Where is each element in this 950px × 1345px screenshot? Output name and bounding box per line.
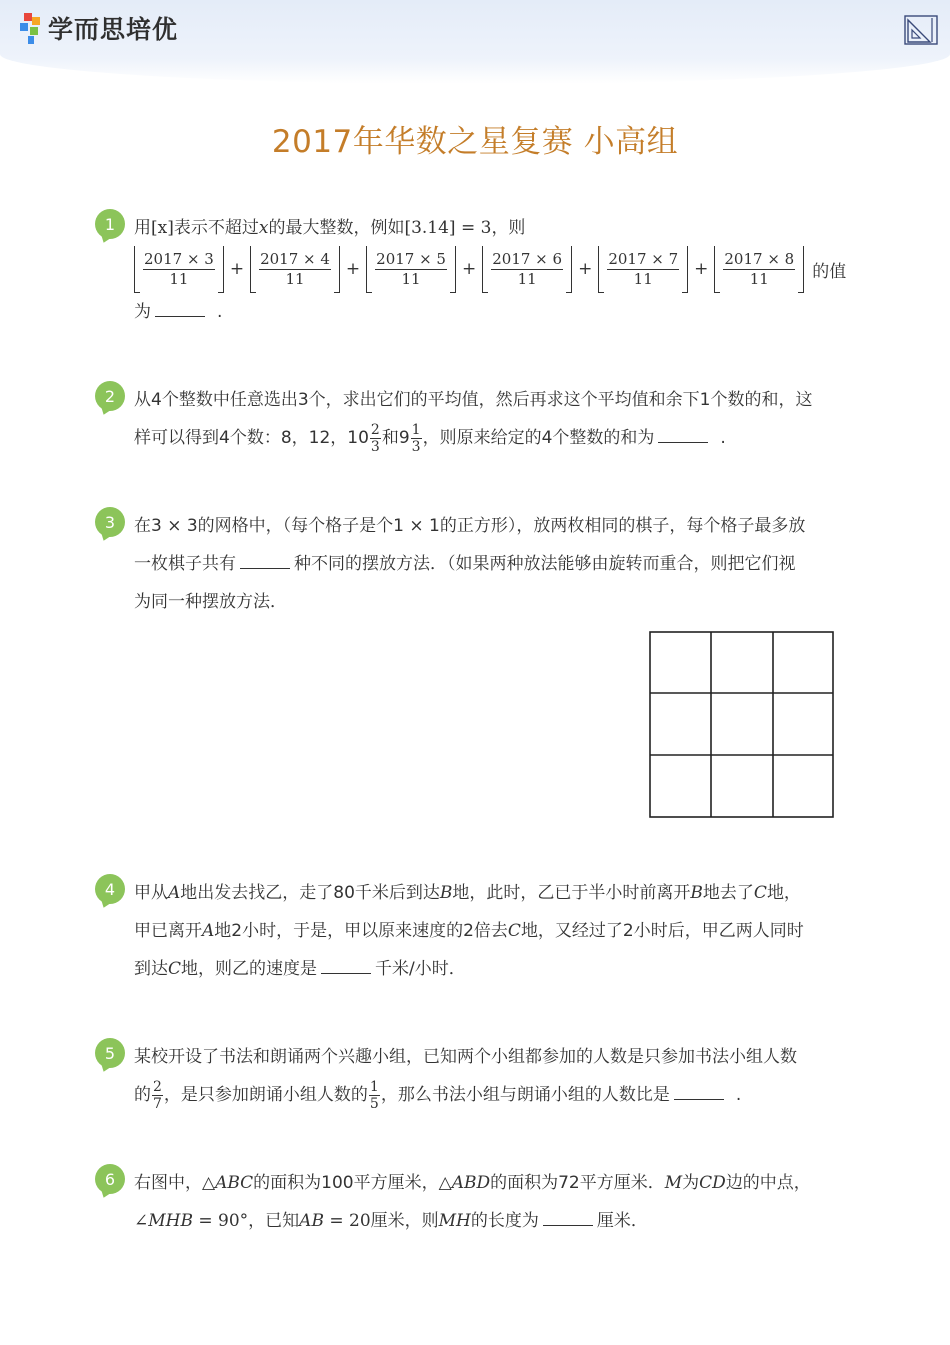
- floor-term: $\frac{2017 \times 5}{11}$: [366, 246, 456, 292]
- question-number-1: 1: [95, 209, 125, 239]
- question-number-5: 5: [95, 1038, 125, 1068]
- q2-line-1: 从4个整数中任意选出3个，求出它们的平均值，然后再求这个平均值和余下1个数的和，这: [134, 390, 813, 410]
- floor-term: $\frac{2017 \times 4}{11}$: [250, 246, 340, 292]
- answer-blank: [658, 426, 708, 443]
- q6-line-2: ∠MHB = 90°，已知AB = 20厘米，则MH的长度为 厘米．: [134, 1211, 648, 1231]
- answer-blank: [321, 957, 371, 974]
- floor-term: $\frac{2017 \times 6}{11}$: [482, 246, 572, 292]
- answer-blank: [155, 300, 205, 317]
- q3-line-3: 为同一种摆放方法．: [134, 592, 287, 612]
- q3-line-2: 一枚棋子共有 种不同的摆放方法．（如果两种放法能够由旋转而重合，则把它们视: [134, 554, 796, 574]
- floor-term: $\frac{2017 \times 3}{11}$: [134, 246, 224, 292]
- page-title: 2017年华数之星复赛 小高组: [271, 124, 679, 160]
- q4-line-2: 甲已离开A地2小时，于是，甲以原来速度的2倍去C地，又经过了2小时后，甲乙两人同时: [134, 921, 804, 941]
- q1-line-3: 为 .: [134, 302, 223, 322]
- answer-blank: [240, 552, 290, 569]
- floor-term: $\frac{2017 \times 7}{11}$: [598, 246, 688, 292]
- q6-line-1: 右图中，△ABC的面积为100平方厘米，△ABD的面积为72平方厘米．M为CD边的中点，: [134, 1173, 811, 1193]
- logo-mark-icon: [18, 11, 44, 45]
- q3-line-1: 在3 × 3的网格中，（每个格子是个1 × 1的正方形），放两枚相同的棋子，每个格子最多放: [134, 516, 806, 536]
- q5-line-2: 的 $\frac{2}{7}$ ，是只参加朗诵小组人数的 $\frac{1}{5}$ ，那么书法小组与朗诵小组的人数比是 .: [134, 1078, 742, 1112]
- question-number-4: 4: [95, 874, 125, 904]
- answer-blank: [674, 1083, 724, 1100]
- q2-line-2: 样可以得到4个数：8，12，10 $\frac{2}{3}$ 和9 $\frac{1}{3}$ ，则原来给定的4个整数的和为 .: [134, 421, 726, 455]
- ruler-triangle-icon: [904, 12, 938, 46]
- question-number-6: 6: [95, 1164, 125, 1194]
- q1-line-1: 用[x]表示不超过x的最大整数，例如[3.14] = 3，则: [134, 218, 526, 238]
- q4-line-3: 到达C地，则乙的速度是 千米/小时．: [134, 959, 466, 979]
- q1-floor-sum: $\frac{2017 \times 3}{11}$ + $\frac{2017 \times 4}{11}$ + $\frac{2017 \times 5}{11}$ + $\frac{2017 \times 6}{11}$ + $\frac{2017 \times 7}{11}$ + $\frac{2017 \times 8}{11}$ 的值: [134, 246, 846, 292]
- logo: [18, 10, 178, 46]
- question-number-3: 3: [95, 507, 125, 537]
- q5-line-1: 某校开设了书法和朗诵两个兴趣小组，已知两个小组都参加的人数是只参加书法小组人数: [134, 1047, 797, 1067]
- answer-blank: [543, 1209, 593, 1226]
- logo-text: 学而思培优: [48, 15, 179, 44]
- question-number-2: 2: [95, 381, 125, 411]
- grid-3x3-diagram: [649, 631, 834, 818]
- q4-line-1: 甲从A地出发去找乙，走了80千米后到达B地，此时，乙已于半小时前离开B地去了C地，: [134, 883, 801, 903]
- floor-term: $\frac{2017 \times 8}{11}$: [714, 246, 804, 292]
